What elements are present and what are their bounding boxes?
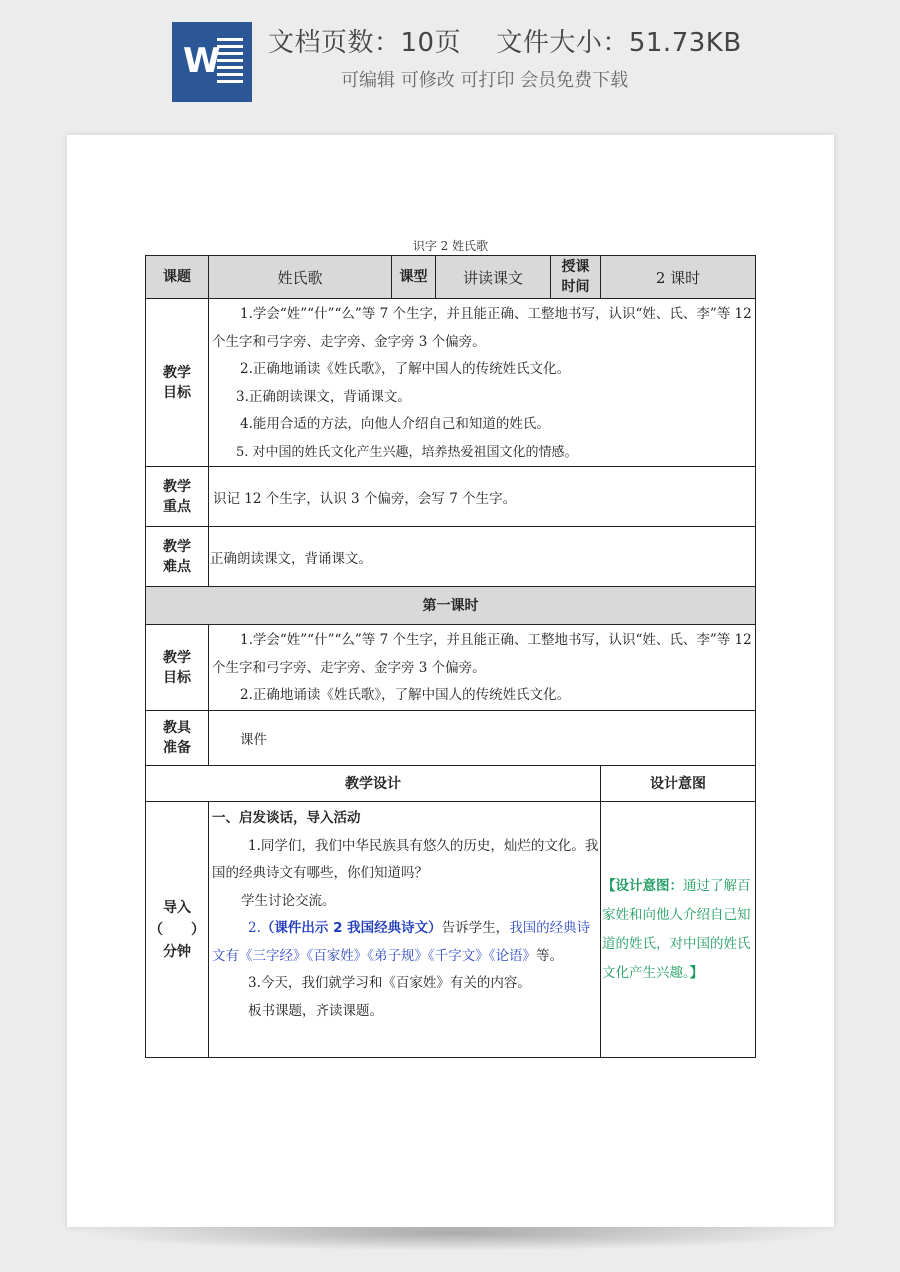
goal-item: 2.正确地诵读《姓氏歌》，了解中国人的传统姓氏文化。 — [240, 687, 571, 704]
intro-paragraph-courseware — [212, 915, 600, 970]
hours-value: 2 课时 — [601, 256, 756, 299]
file-info-subtitle: 可编辑 可修改 可打印 会员免费下载 — [341, 70, 629, 91]
subject-label: 课题 — [146, 256, 209, 299]
lesson1-heading-row — [146, 587, 756, 625]
intro-section-title: 一、启发谈话，导入活动 — [212, 810, 361, 826]
goal-item: 3.正确朗读课文，背诵课文。 — [236, 388, 411, 405]
classics-list: 我国的经典诗文有《三字经》《百家姓》《弟子规》《千字文》《论语》 — [212, 920, 591, 964]
goal-item: 4.能用合适的方法，向他人介绍自己和知道的姓氏。 — [240, 416, 550, 432]
lesson1-heading: 第一课时 — [146, 587, 756, 625]
hours-label: 授课时间 — [551, 256, 601, 299]
tools-row — [146, 711, 756, 766]
intro-row — [146, 802, 756, 1058]
goal-item: 5. 对中国的姓氏文化产生兴趣，培养热爱祖国文化的情感。 — [236, 444, 578, 460]
intro-paragraph: 板书课题，齐读课题。 — [248, 1002, 383, 1019]
goal-item: 2.正确地诵读《姓氏歌》，了解中国人的传统姓氏文化。 — [240, 361, 571, 377]
download-header — [0, 0, 900, 112]
lesson1-goals-row — [146, 625, 756, 711]
design-intent — [601, 802, 756, 1058]
intro-content — [209, 802, 601, 1058]
intro-paragraph: 1.同学们，我们中华民族具有悠久的历史，灿烂的文化。我国的经典诗文有哪些，你们知道吗？ — [212, 837, 599, 881]
header-row — [146, 256, 756, 299]
key-points-row — [146, 467, 756, 527]
file-info-title: 文档页数：10页 文件大小：51.73KB — [268, 28, 742, 58]
design-header: 教学设计 — [146, 766, 601, 802]
difficulties-value: 正确朗读课文，背诵课文。 — [209, 527, 756, 587]
tools-value: 课件 — [209, 711, 756, 766]
lesson1-goals-content — [209, 625, 756, 711]
goals-label: 教学目标 — [146, 299, 209, 467]
tools-label: 教具准备 — [146, 711, 209, 766]
goal-item: 1.学会“姓”“什”“么”等 7 个生字，并且能正确、工整地书写，认识“姓、氏、李”等 12 个生字和弓字旁、走字旁、金字旁 3 个偏旁。 — [212, 306, 752, 350]
courseware-text: 告诉学生， — [441, 920, 510, 936]
goals-content — [209, 299, 756, 467]
document-title: 识字 2 姓氏歌 — [412, 239, 489, 253]
goal-item: 1.学会“姓”“什”“么”等 7 个生字，并且能正确、工整地书写，认识“姓、氏、李”等 12 个生字和弓字旁、走字旁、金字旁 3 个偏旁。 — [212, 632, 752, 676]
key-points-value: 识记 12 个生字，认识 3 个偏旁，会写 7 个生字。 — [209, 467, 756, 527]
difficulties-label: 教学难点 — [146, 527, 209, 587]
lesson1-goals-label: 教学目标 — [146, 625, 209, 711]
intro-section-label: 导入（ ）分钟 — [146, 802, 209, 1058]
lesson-plan-table — [145, 255, 756, 1058]
key-points-label: 教学重点 — [146, 467, 209, 527]
goals-row — [146, 299, 756, 467]
type-label: 课型 — [392, 256, 436, 299]
design-header-row — [146, 766, 756, 802]
intent-header: 设计意图 — [601, 766, 756, 802]
difficulties-row — [146, 527, 756, 587]
courseware-note: （课件出示 2 我国经典诗文） — [260, 920, 442, 936]
intro-paragraph: 3.今天，我们就学习和《百家姓》有关的内容。 — [248, 975, 531, 991]
type-value: 讲读课文 — [436, 256, 551, 299]
courseware-number: 2. — [248, 920, 261, 936]
intent-label: 【设计意图： — [602, 877, 683, 894]
intent-text: 通过了解百家姓和向他人介绍自己知道的姓氏，对中国的姓氏文化产生兴趣。 — [602, 877, 751, 981]
courseware-end: 等。 — [536, 947, 563, 964]
intent-end: 】 — [689, 964, 704, 981]
intro-paragraph: 学生讨论交流。 — [241, 892, 336, 909]
subject-value: 姓氏歌 — [209, 256, 392, 299]
word-doc-icon: W — [172, 22, 252, 102]
